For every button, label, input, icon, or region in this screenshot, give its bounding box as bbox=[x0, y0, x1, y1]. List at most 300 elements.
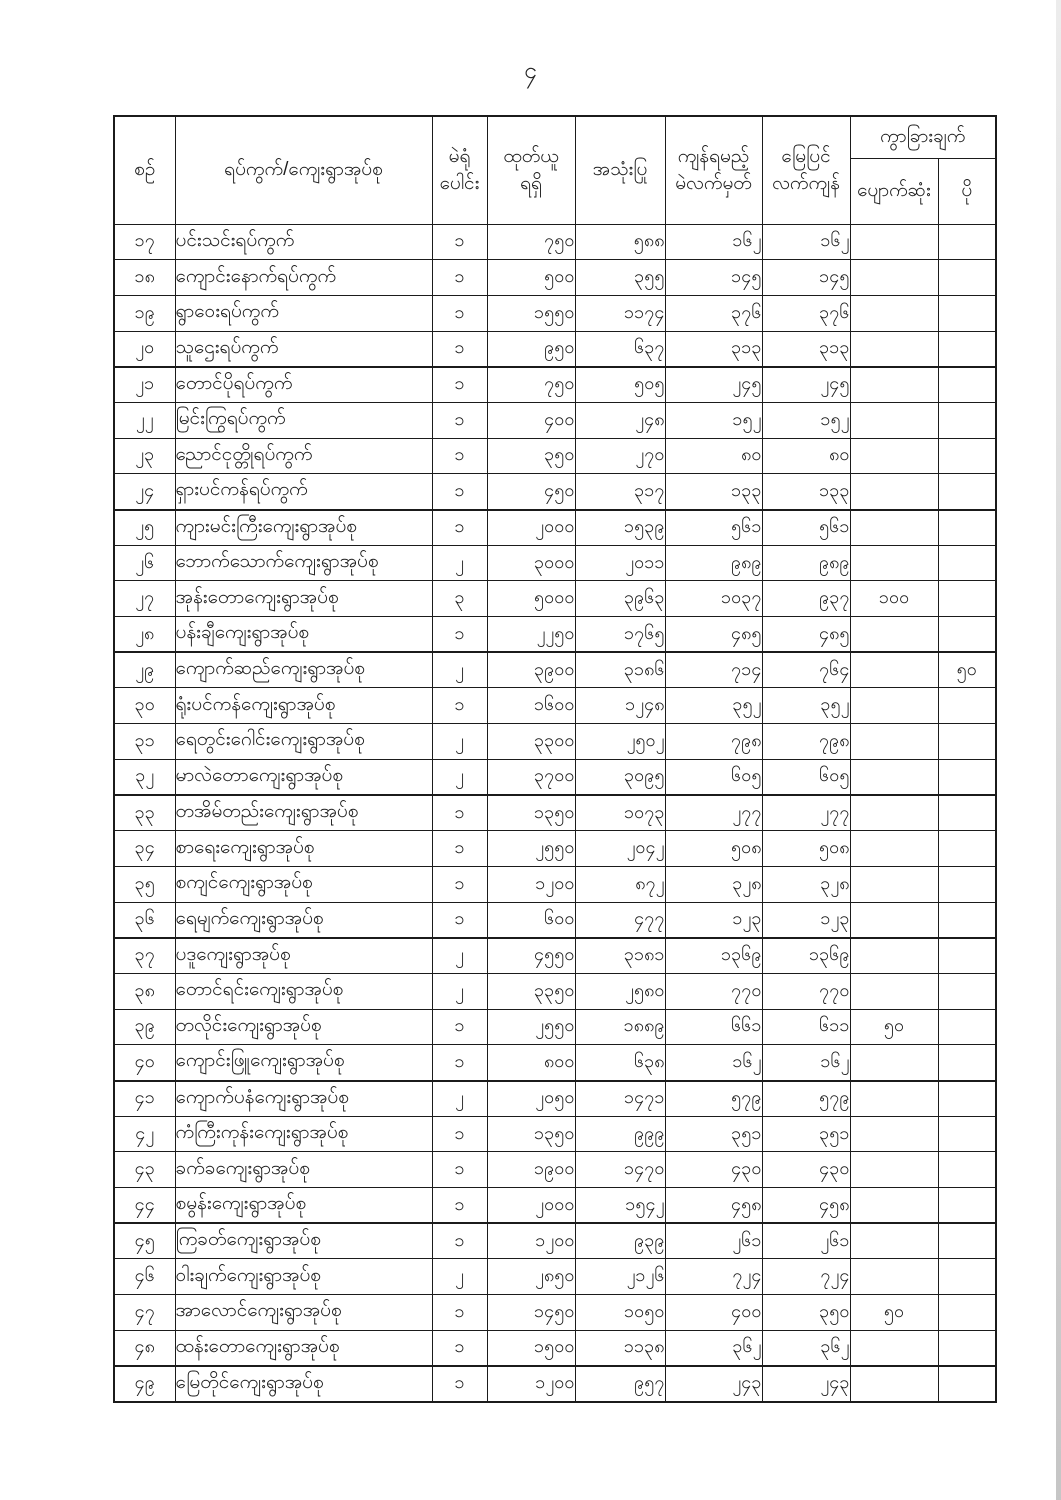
received-cell: ၇၅၀ bbox=[487, 224, 575, 260]
name-cell: ပင်းသင်းရပ်ကွက် bbox=[175, 224, 432, 260]
used-cell: ၁၈၈၉ bbox=[575, 1009, 665, 1045]
name-cell: ညောင်ငုတ္တိုရပ်ကွက် bbox=[175, 438, 432, 474]
extra-cell bbox=[938, 973, 996, 1009]
used-cell: ၂၄၈ bbox=[575, 402, 665, 438]
remaining-cell: ၂၄၃ bbox=[665, 1366, 762, 1402]
received-cell: ၃၃၀၀ bbox=[487, 724, 575, 760]
serial-cell: ၃၄ bbox=[114, 831, 175, 867]
received-cell: ၆၀၀ bbox=[487, 902, 575, 938]
received-cell: ၃၃၅၀ bbox=[487, 973, 575, 1009]
extra-cell bbox=[938, 331, 996, 367]
used-cell: ၃၁၈၁ bbox=[575, 938, 665, 974]
used-cell: ၃၅၅ bbox=[575, 260, 665, 296]
serial-cell: ၃၈ bbox=[114, 973, 175, 1009]
stations-cell: ၁ bbox=[432, 1116, 487, 1152]
used-cell: ၉၃၉ bbox=[575, 1223, 665, 1259]
serial-cell: ၃၉ bbox=[114, 1009, 175, 1045]
ground-cell: ၂၄၃ bbox=[762, 1366, 850, 1402]
received-cell: ၁၂၀၀ bbox=[487, 1366, 575, 1402]
lost-cell bbox=[850, 510, 938, 546]
serial-cell: ၃၀ bbox=[114, 688, 175, 724]
serial-cell: ၁၉ bbox=[114, 295, 175, 331]
extra-cell: ၅၀ bbox=[938, 652, 996, 688]
stations-cell: ၂ bbox=[432, 545, 487, 581]
header-polling-stations bbox=[432, 116, 487, 224]
stations-cell: ၂ bbox=[432, 652, 487, 688]
name-cell: တအိမ်တည်းကျေးရွာအုပ်စု bbox=[175, 795, 432, 831]
remaining-cell: ၇၂၄ bbox=[665, 1259, 762, 1295]
used-cell: ၁၀၇၃ bbox=[575, 795, 665, 831]
received-cell: ၂၀၀၀ bbox=[487, 510, 575, 546]
received-cell: ၂၅၅၀ bbox=[487, 1009, 575, 1045]
header-received bbox=[487, 116, 575, 224]
stations-cell: ၁ bbox=[432, 1330, 487, 1366]
used-cell: ၂၅၈၀ bbox=[575, 973, 665, 1009]
table-row bbox=[114, 581, 996, 617]
stations-cell: ၁ bbox=[432, 1223, 487, 1259]
serial-cell: ၂၆ bbox=[114, 545, 175, 581]
header-remaining-due bbox=[665, 116, 762, 224]
extra-cell bbox=[938, 688, 996, 724]
extra-cell bbox=[938, 581, 996, 617]
name-cell: ပဒူကျေးရွာအုပ်စု bbox=[175, 938, 432, 974]
received-cell: ၁၆၀၀ bbox=[487, 688, 575, 724]
table-header bbox=[114, 116, 996, 224]
table-row bbox=[114, 688, 996, 724]
extra-cell bbox=[938, 1330, 996, 1366]
name-cell: ဝါးချက်ကျေးရွာအုပ်စု bbox=[175, 1259, 432, 1295]
table-row bbox=[114, 474, 996, 510]
lost-cell bbox=[850, 438, 938, 474]
stations-cell: ၁ bbox=[432, 224, 487, 260]
serial-cell: ၂၅ bbox=[114, 510, 175, 546]
stations-cell: ၂ bbox=[432, 1081, 487, 1117]
lost-cell bbox=[850, 759, 938, 795]
used-cell: ၁၄၇၀ bbox=[575, 1152, 665, 1188]
name-cell: ကျောင်းဖြူကျေးရွာအုပ်စု bbox=[175, 1045, 432, 1081]
lost-cell bbox=[850, 1152, 938, 1188]
ground-cell: ၂၄၅ bbox=[762, 367, 850, 403]
lost-cell bbox=[850, 617, 938, 653]
ground-cell: ၃၅၁ bbox=[762, 1116, 850, 1152]
ballot-table bbox=[113, 115, 997, 1403]
remaining-cell: ၃၅၂ bbox=[665, 688, 762, 724]
received-cell: ၃၅၀ bbox=[487, 438, 575, 474]
lost-cell bbox=[850, 973, 938, 1009]
serial-cell: ၃၇ bbox=[114, 938, 175, 974]
extra-cell bbox=[938, 724, 996, 760]
name-cell: မြင်းကြွရပ်ကွက် bbox=[175, 402, 432, 438]
used-cell: ၂၀၄၂ bbox=[575, 831, 665, 867]
extra-cell bbox=[938, 1081, 996, 1117]
table-row bbox=[114, 617, 996, 653]
remaining-cell: ၁၅၂ bbox=[665, 402, 762, 438]
lost-cell bbox=[850, 474, 938, 510]
remaining-cell: ၁၆၂ bbox=[665, 224, 762, 260]
serial-cell: ၄၂ bbox=[114, 1116, 175, 1152]
used-cell: ၁၅၃၉ bbox=[575, 510, 665, 546]
header-used bbox=[575, 116, 665, 224]
serial-cell: ၄၆ bbox=[114, 1259, 175, 1295]
remaining-cell: ၁၃၆၉ bbox=[665, 938, 762, 974]
lost-cell bbox=[850, 402, 938, 438]
remaining-cell: ၃၁၃ bbox=[665, 331, 762, 367]
name-cell: ကျားမင်းကြီးကျေးရွာအုပ်စု bbox=[175, 510, 432, 546]
lost-cell bbox=[850, 260, 938, 296]
received-cell: ၉၅၀ bbox=[487, 331, 575, 367]
serial-cell: ၃၆ bbox=[114, 902, 175, 938]
table-row bbox=[114, 438, 996, 474]
table-row bbox=[114, 224, 996, 260]
name-cell: ကျောက်ပနံကျေးရွာအုပ်စု bbox=[175, 1081, 432, 1117]
name-cell: စကျင်ကျေးရွာအုပ်စု bbox=[175, 866, 432, 902]
stations-cell: ၂ bbox=[432, 724, 487, 760]
serial-cell: ၂၂ bbox=[114, 402, 175, 438]
extra-cell bbox=[938, 438, 996, 474]
serial-cell: ၁၇ bbox=[114, 224, 175, 260]
serial-cell: ၂၄ bbox=[114, 474, 175, 510]
lost-cell bbox=[850, 545, 938, 581]
stations-cell: ၁ bbox=[432, 795, 487, 831]
serial-cell: ၄၁ bbox=[114, 1081, 175, 1117]
used-cell: ၉၉၉ bbox=[575, 1116, 665, 1152]
ground-cell: ၆၀၅ bbox=[762, 759, 850, 795]
stations-cell: ၃ bbox=[432, 581, 487, 617]
used-cell: ၂၁၂၆ bbox=[575, 1259, 665, 1295]
ground-cell: ၅၇၉ bbox=[762, 1081, 850, 1117]
stations-cell: ၁ bbox=[432, 331, 487, 367]
ground-cell: ၄၅၈ bbox=[762, 1188, 850, 1224]
lost-cell bbox=[850, 724, 938, 760]
extra-cell bbox=[938, 402, 996, 438]
lost-cell bbox=[850, 688, 938, 724]
lost-cell bbox=[850, 938, 938, 974]
lost-cell bbox=[850, 652, 938, 688]
received-cell: ၄၅၀ bbox=[487, 474, 575, 510]
received-cell: ၈၀၀ bbox=[487, 1045, 575, 1081]
name-cell: အုန်းတောကျေးရွာအုပ်စု bbox=[175, 581, 432, 617]
remaining-cell: ၄၈၅ bbox=[665, 617, 762, 653]
extra-cell bbox=[938, 1259, 996, 1295]
stations-cell: ၂ bbox=[432, 973, 487, 1009]
header-ground-balance-line2: လက်ကျန် bbox=[772, 173, 840, 195]
used-cell: ၁၅၄၂ bbox=[575, 1188, 665, 1224]
header-ground-balance bbox=[762, 116, 850, 224]
lost-cell bbox=[850, 367, 938, 403]
table-row bbox=[114, 295, 996, 331]
lost-cell: ၅၀ bbox=[850, 1009, 938, 1045]
extra-cell bbox=[938, 367, 996, 403]
header-extra-label: ပို bbox=[961, 180, 973, 202]
table-row bbox=[114, 1116, 996, 1152]
stations-cell: ၁ bbox=[432, 438, 487, 474]
remaining-cell: ၉၈၉ bbox=[665, 545, 762, 581]
remaining-cell: ၂၇၇ bbox=[665, 795, 762, 831]
received-cell: ၁၃၅၀ bbox=[487, 1116, 575, 1152]
stations-cell: ၁ bbox=[432, 1366, 487, 1402]
name-cell: စမွန်းကျေးရွာအုပ်စု bbox=[175, 1188, 432, 1224]
stations-cell: ၁ bbox=[432, 260, 487, 296]
ground-cell: ၁၅၂ bbox=[762, 402, 850, 438]
remaining-cell: ၈၀ bbox=[665, 438, 762, 474]
table-row bbox=[114, 938, 996, 974]
stations-cell: ၁ bbox=[432, 688, 487, 724]
remaining-cell: ၃၂၈ bbox=[665, 866, 762, 902]
received-cell: ၇၅၀ bbox=[487, 367, 575, 403]
received-cell: ၄၀၀ bbox=[487, 402, 575, 438]
table-row bbox=[114, 724, 996, 760]
name-cell: မာလဲတောကျေးရွာအုပ်စု bbox=[175, 759, 432, 795]
ground-cell: ၇၆၄ bbox=[762, 652, 850, 688]
extra-cell bbox=[938, 1295, 996, 1331]
lost-cell bbox=[850, 1081, 938, 1117]
lost-cell: ၁၀၀ bbox=[850, 581, 938, 617]
used-cell: ၂၇၀ bbox=[575, 438, 665, 474]
used-cell: ၄၇၇ bbox=[575, 902, 665, 938]
name-cell: ဘောက်သောက်ကျေးရွာအုပ်စု bbox=[175, 545, 432, 581]
header-lost bbox=[850, 158, 938, 224]
used-cell: ၁၁၃၈ bbox=[575, 1330, 665, 1366]
header-polling-stations-line2: ပေါင်း bbox=[439, 173, 480, 195]
name-cell: တောင်ရင်းကျေးရွာအုပ်စု bbox=[175, 973, 432, 1009]
remaining-cell: ၁၀၃၇ bbox=[665, 581, 762, 617]
received-cell: ၅၀၀ bbox=[487, 260, 575, 296]
serial-cell: ၄၈ bbox=[114, 1330, 175, 1366]
extra-cell bbox=[938, 224, 996, 260]
header-received-line1: ထုတ်ယူ bbox=[503, 145, 559, 167]
ground-cell: ၈၀ bbox=[762, 438, 850, 474]
ground-cell: ၁၆၂ bbox=[762, 1045, 850, 1081]
received-cell: ၅၀၀၀ bbox=[487, 581, 575, 617]
table-row bbox=[114, 1223, 996, 1259]
received-cell: ၂၈၅၀ bbox=[487, 1259, 575, 1295]
table-row bbox=[114, 759, 996, 795]
used-cell: ၆၃၈ bbox=[575, 1045, 665, 1081]
serial-cell: ၂၀ bbox=[114, 331, 175, 367]
remaining-cell: ၅၇၉ bbox=[665, 1081, 762, 1117]
stations-cell: ၁ bbox=[432, 1045, 487, 1081]
remaining-cell: ၁၂၃ bbox=[665, 902, 762, 938]
extra-cell bbox=[938, 617, 996, 653]
name-cell: ရုံးပင်ကန်ကျေးရွာအုပ်စု bbox=[175, 688, 432, 724]
header-remaining-due-line2: မဲလက်မှတ် bbox=[675, 173, 752, 195]
ground-cell: ၁၆၂ bbox=[762, 224, 850, 260]
stations-cell: ၁ bbox=[432, 295, 487, 331]
stations-cell: ၂ bbox=[432, 1259, 487, 1295]
remaining-cell: ၇၁၄ bbox=[665, 652, 762, 688]
used-cell: ၃၁၇ bbox=[575, 474, 665, 510]
header-difference-label: ကွာခြားချက် bbox=[880, 126, 966, 148]
stations-cell: ၁ bbox=[432, 474, 487, 510]
stations-cell: ၁ bbox=[432, 617, 487, 653]
received-cell: ၁၂၀၀ bbox=[487, 866, 575, 902]
used-cell: ၆၃၇ bbox=[575, 331, 665, 367]
remaining-cell: ၄၀၀ bbox=[665, 1295, 762, 1331]
stations-cell: ၂ bbox=[432, 759, 487, 795]
remaining-cell: ၄၃၀ bbox=[665, 1152, 762, 1188]
received-cell: ၃၀၀၀ bbox=[487, 545, 575, 581]
remaining-cell: ၁၄၅ bbox=[665, 260, 762, 296]
used-cell: ၁၂၄၈ bbox=[575, 688, 665, 724]
received-cell: ၂၅၅၀ bbox=[487, 831, 575, 867]
header-difference bbox=[850, 116, 996, 158]
remaining-cell: ၁၃၃ bbox=[665, 474, 762, 510]
remaining-cell: ၁၆၂ bbox=[665, 1045, 762, 1081]
extra-cell bbox=[938, 1152, 996, 1188]
name-cell: ခက်ခကျေးရွာအုပ်စု bbox=[175, 1152, 432, 1188]
ground-cell: ၂၆၁ bbox=[762, 1223, 850, 1259]
received-cell: ၂၂၅၀ bbox=[487, 617, 575, 653]
received-cell: ၁၅၅၀ bbox=[487, 295, 575, 331]
header-ward-village-label: ရပ်ကွက်/ကျေးရွာအုပ်စု bbox=[224, 159, 383, 181]
table-row bbox=[114, 545, 996, 581]
ground-cell: ၇၇၀ bbox=[762, 973, 850, 1009]
extra-cell bbox=[938, 1188, 996, 1224]
extra-cell bbox=[938, 545, 996, 581]
remaining-cell: ၂၆၁ bbox=[665, 1223, 762, 1259]
name-cell: ကံကြီးကုန်းကျေးရွာအုပ်စု bbox=[175, 1116, 432, 1152]
ground-cell: ၁၃၆၉ bbox=[762, 938, 850, 974]
lost-cell bbox=[850, 1259, 938, 1295]
extra-cell bbox=[938, 1116, 996, 1152]
serial-cell: ၁၈ bbox=[114, 260, 175, 296]
header-extra bbox=[938, 158, 996, 224]
received-cell: ၁၂၀၀ bbox=[487, 1223, 575, 1259]
table-row bbox=[114, 652, 996, 688]
name-cell: ပန်းချီကျေးရွာအုပ်စု bbox=[175, 617, 432, 653]
serial-cell: ၃၂ bbox=[114, 759, 175, 795]
used-cell: ၁၄၇၁ bbox=[575, 1081, 665, 1117]
table-row bbox=[114, 402, 996, 438]
name-cell: စာရေးကျေးရွာအုပ်စု bbox=[175, 831, 432, 867]
name-cell: တောင်ပိုရပ်ကွက် bbox=[175, 367, 432, 403]
table-row bbox=[114, 973, 996, 1009]
serial-cell: ၄၇ bbox=[114, 1295, 175, 1331]
used-cell: ၃၀၉၅ bbox=[575, 759, 665, 795]
ground-cell: ၉၈၉ bbox=[762, 545, 850, 581]
remaining-cell: ၅၀၈ bbox=[665, 831, 762, 867]
stations-cell: ၁ bbox=[432, 1188, 487, 1224]
table-row bbox=[114, 510, 996, 546]
remaining-cell: ၃၆၂ bbox=[665, 1330, 762, 1366]
ground-cell: ၁၂၃ bbox=[762, 902, 850, 938]
used-cell: ၅၀၅ bbox=[575, 367, 665, 403]
table-body bbox=[114, 224, 996, 1402]
stations-cell: ၁ bbox=[432, 902, 487, 938]
header-remaining-due-line1: ကျန်ရမည့် bbox=[677, 145, 750, 167]
extra-cell bbox=[938, 902, 996, 938]
ground-cell: ၃၁၃ bbox=[762, 331, 850, 367]
table-row bbox=[114, 260, 996, 296]
ground-cell: ၄၈၅ bbox=[762, 617, 850, 653]
received-cell: ၃၇၀၀ bbox=[487, 759, 575, 795]
stations-cell: ၁ bbox=[432, 831, 487, 867]
lost-cell bbox=[850, 1223, 938, 1259]
extra-cell bbox=[938, 938, 996, 974]
remaining-cell: ၃၅၁ bbox=[665, 1116, 762, 1152]
lost-cell bbox=[850, 795, 938, 831]
ground-cell: ၃၆၂ bbox=[762, 1330, 850, 1366]
ground-cell: ၇၂၄ bbox=[762, 1259, 850, 1295]
header-serial bbox=[114, 116, 175, 224]
table-row bbox=[114, 367, 996, 403]
ground-cell: ၇၉၈ bbox=[762, 724, 850, 760]
lost-cell bbox=[850, 295, 938, 331]
lost-cell: ၅၀ bbox=[850, 1295, 938, 1331]
lost-cell bbox=[850, 1330, 938, 1366]
ground-cell: ၅၆၁ bbox=[762, 510, 850, 546]
extra-cell bbox=[938, 1045, 996, 1081]
received-cell: ၃၉၀၀ bbox=[487, 652, 575, 688]
table-row bbox=[114, 1295, 996, 1331]
remaining-cell: ၄၅၈ bbox=[665, 1188, 762, 1224]
table-row bbox=[114, 1045, 996, 1081]
lost-cell bbox=[850, 831, 938, 867]
ground-cell: ၉၃၇ bbox=[762, 581, 850, 617]
lost-cell bbox=[850, 1366, 938, 1402]
used-cell: ၃၉၆၃ bbox=[575, 581, 665, 617]
table-row bbox=[114, 902, 996, 938]
remaining-cell: ၂၄၅ bbox=[665, 367, 762, 403]
serial-cell: ၃၅ bbox=[114, 866, 175, 902]
name-cell: ရေမျက်ကျေးရွာအုပ်စု bbox=[175, 902, 432, 938]
name-cell: တလိုင်းကျေးရွာအုပ်စု bbox=[175, 1009, 432, 1045]
extra-cell bbox=[938, 510, 996, 546]
extra-cell bbox=[938, 759, 996, 795]
name-cell: ကြခတ်ကျေးရွာအုပ်စု bbox=[175, 1223, 432, 1259]
extra-cell bbox=[938, 831, 996, 867]
remaining-cell: ၇၇၀ bbox=[665, 973, 762, 1009]
serial-cell: ၄၄ bbox=[114, 1188, 175, 1224]
serial-cell: ၄၉ bbox=[114, 1366, 175, 1402]
name-cell: ရွာဝေးရပ်ကွက် bbox=[175, 295, 432, 331]
ground-cell: ၂၇၇ bbox=[762, 795, 850, 831]
ground-cell: ၃၇၆ bbox=[762, 295, 850, 331]
serial-cell: ၃၃ bbox=[114, 795, 175, 831]
table-row bbox=[114, 1152, 996, 1188]
header-used-label: အသုံးပြု bbox=[592, 159, 648, 181]
table-row bbox=[114, 1009, 996, 1045]
used-cell: ၂၅၀၂ bbox=[575, 724, 665, 760]
used-cell: ၁၀၅၀ bbox=[575, 1295, 665, 1331]
used-cell: ၈၇၂ bbox=[575, 866, 665, 902]
used-cell: ၁၁၇၄ bbox=[575, 295, 665, 331]
received-cell: ၁၄၅၀ bbox=[487, 1295, 575, 1331]
serial-cell: ၂၁ bbox=[114, 367, 175, 403]
serial-cell: ၂၉ bbox=[114, 652, 175, 688]
scan-edge-artifact bbox=[1056, 0, 1061, 1500]
lost-cell bbox=[850, 224, 938, 260]
extra-cell bbox=[938, 1009, 996, 1045]
stations-cell: ၁ bbox=[432, 1009, 487, 1045]
ground-cell: ၅၀၈ bbox=[762, 831, 850, 867]
extra-cell bbox=[938, 260, 996, 296]
table-row bbox=[114, 831, 996, 867]
extra-cell bbox=[938, 295, 996, 331]
ground-cell: ၁၄၅ bbox=[762, 260, 850, 296]
stations-cell: ၁ bbox=[432, 510, 487, 546]
used-cell: ၅၈၈ bbox=[575, 224, 665, 260]
stations-cell: ၁ bbox=[432, 1295, 487, 1331]
name-cell: အာလောင်ကျေးရွာအုပ်စု bbox=[175, 1295, 432, 1331]
used-cell: ၃၁၈၆ bbox=[575, 652, 665, 688]
ground-cell: ၃၅၂ bbox=[762, 688, 850, 724]
used-cell: ၁၇၆၅ bbox=[575, 617, 665, 653]
stations-cell: ၁ bbox=[432, 866, 487, 902]
table-row bbox=[114, 1259, 996, 1295]
received-cell: ၁၉၀၀ bbox=[487, 1152, 575, 1188]
lost-cell bbox=[850, 902, 938, 938]
